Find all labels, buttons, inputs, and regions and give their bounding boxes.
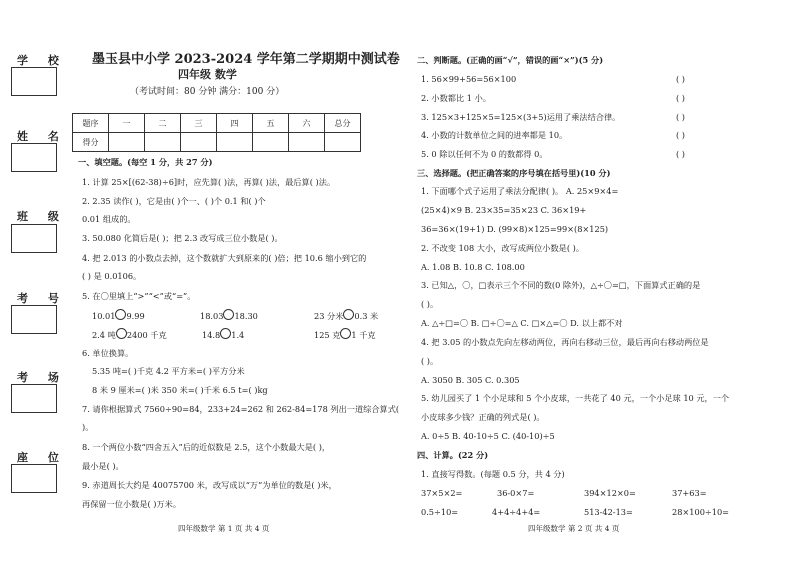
- choice-line: ( )。: [421, 356, 439, 366]
- calc-item: 36-0×7=: [497, 488, 535, 498]
- calc-item: 37+63=: [672, 488, 707, 498]
- sidebar-label-room: 考 场: [17, 371, 67, 384]
- score-header: 一: [109, 114, 145, 133]
- compare-row: [314, 328, 376, 341]
- judge-item: 4. 小数的计数单位之间的进率都是 10。: [421, 130, 568, 140]
- choice-line: 小皮球多少钱？正确的列式是( )。: [421, 412, 545, 422]
- calc-item: 28×100÷10=: [672, 507, 730, 517]
- question-line: 3. 50.080 化简后是( )；把 2.3 改写成三位小数是( )。: [82, 233, 283, 243]
- circle-blank[interactable]: [223, 309, 234, 320]
- choice-line: 36=36×(19+1) D. (99×8)×125=99×(8×125): [421, 224, 609, 234]
- exam-no-field[interactable]: [11, 305, 57, 334]
- score-header: 二: [145, 114, 181, 133]
- score-cell[interactable]: [217, 133, 253, 152]
- unit-row: 5.35 吨=( )千克 4.2 平方米=( )平方分米: [92, 366, 245, 376]
- question-line: 再保留一位小数是( )万米。: [82, 499, 182, 509]
- section-heading: 一、填空题。(每空 1 分，共 27 分): [78, 157, 213, 167]
- calc-item: 513-42-13=: [584, 507, 633, 517]
- compare-value: 10.01: [92, 311, 116, 321]
- choice-line: A. 3050 B. 305 C. 0.305: [421, 375, 520, 385]
- answer-bracket[interactable]: ( ): [676, 74, 685, 84]
- calc-item: 4+4÷4+4=: [492, 507, 541, 517]
- choice-line: ( )。: [421, 299, 439, 309]
- question-line: 4. 把 2.013 的小数点去掉，这个数就扩大到原来的( )倍；把 10.6 缩小到它的: [82, 253, 367, 263]
- question-line: 9. 赤道周长大约是 40075700 米，改写成以“万”为单位的数是( )米，: [82, 480, 337, 490]
- judge-item: 3. 125×3+125×5=125×(3+5)运用了乘法结合律。: [421, 112, 621, 122]
- compare-row: [92, 309, 145, 322]
- compare-row: [202, 328, 244, 341]
- score-cell[interactable]: [145, 133, 181, 152]
- answer-bracket[interactable]: ( ): [676, 130, 685, 140]
- question-line: 5. 在〇里填上“>”“<”或“=”。: [82, 291, 196, 301]
- compare-value: 1 千克: [351, 330, 376, 340]
- calc-item: 37×5×2=: [421, 488, 463, 498]
- score-header: 四: [217, 114, 253, 133]
- page-title: 墨玉县中小学 2023-2024 学年第二学期期中测试卷: [92, 52, 400, 67]
- circle-blank[interactable]: [340, 328, 351, 339]
- score-table: [72, 113, 361, 152]
- page-footer: 四年级数学 第 1 页 共 4 页: [178, 524, 270, 533]
- judge-item: 1. 56×99+56=56×100: [421, 74, 517, 84]
- judge-item: 2. 小数都比 1 小。: [421, 93, 491, 103]
- score-cell[interactable]: [109, 133, 145, 152]
- choice-line: 5. 幼儿园买了 1 个小足球和 5 个小皮球，一共花了 40 元，一个小足球 10 元，一个: [421, 393, 730, 403]
- page-subtitle: 四年级 数学: [178, 68, 237, 81]
- question-line: 7. 请你根据算式 7560÷90=84，233+24=262 和 262-84=178 列出一道综合算式(: [82, 404, 400, 414]
- class-field[interactable]: [11, 224, 57, 253]
- choice-line: 2. 不改变 108 大小，改写成两位小数是( )。: [421, 243, 585, 253]
- compare-row: [314, 309, 378, 322]
- choice-line: A. △÷□=〇 B. □÷〇=△ C. □×△=〇 D. 以上都不对: [421, 318, 623, 328]
- question-line: ( ) 是 0.0106。: [82, 271, 142, 281]
- compare-value: 18.03: [200, 311, 224, 321]
- compare-value: 1.4: [231, 330, 245, 340]
- circle-blank[interactable]: [115, 309, 126, 320]
- compare-value: 18.30: [234, 311, 258, 321]
- score-row-label: 得分: [73, 133, 109, 152]
- score-header: 三: [181, 114, 217, 133]
- school-field[interactable]: [11, 67, 57, 96]
- sidebar-label-school: 学 校: [17, 54, 67, 67]
- question-line: 2. 2.35 读作( )，它是由( )个一、( )个 0.1 和( )个: [82, 196, 266, 206]
- calc-item: 394×12×0=: [584, 488, 636, 498]
- sidebar-label-name: 姓 名: [17, 130, 67, 143]
- compare-row: [200, 309, 258, 322]
- choice-line: (25×4)×9 B. 23×35=35×23 C. 36×19+: [421, 205, 587, 215]
- choice-line: 3. 已知△，〇，□表示三个不同的数(0 除外)，△÷〇=□，下面算式正确的是: [421, 280, 701, 290]
- compare-value: 23 分米: [314, 311, 344, 321]
- page-footer: 四年级数学 第 2 页 共 4 页: [528, 524, 620, 533]
- question-line: 最小是( )。: [82, 461, 124, 471]
- seat-field[interactable]: [11, 464, 57, 493]
- choice-line: 1. 下面哪个式子运用了乘法分配律( )。 A. 25×9×4=: [421, 186, 619, 196]
- score-header: 六: [289, 114, 325, 133]
- sub-heading: 1. 直接写得数。(每题 0.5 分，共 4 分): [421, 469, 565, 479]
- answer-bracket[interactable]: ( ): [676, 112, 685, 122]
- question-line: 0.01 组成的。: [82, 214, 136, 224]
- answer-bracket[interactable]: ( ): [676, 149, 685, 159]
- compare-row: [92, 328, 167, 341]
- score-cell[interactable]: [325, 133, 361, 152]
- sidebar-label-class: 班 级: [17, 210, 67, 223]
- circle-blank[interactable]: [343, 309, 354, 320]
- score-cell[interactable]: [289, 133, 325, 152]
- question-line: )。: [82, 422, 94, 432]
- score-cell[interactable]: [253, 133, 289, 152]
- choice-line: A. 1.08 B. 10.8 C. 108.00: [421, 262, 525, 272]
- choice-line: A. 0÷5 B. 40-10÷5 C. (40-10)÷5: [421, 431, 555, 441]
- choice-line: 4. 把 3.05 的小数点先向左移动两位，再向右移动三位，最后再向右移动两位是: [421, 337, 709, 347]
- circle-blank[interactable]: [116, 328, 127, 339]
- score-cell[interactable]: [181, 133, 217, 152]
- sidebar-label-seat: 座 位: [17, 451, 67, 464]
- circle-blank[interactable]: [220, 328, 231, 339]
- section-heading: 四、计算。(22 分): [417, 450, 489, 460]
- answer-bracket[interactable]: ( ): [676, 93, 685, 103]
- section-heading: 三、选择题。(把正确答案的序号填在括号里)(10 分): [417, 168, 611, 178]
- unit-row: 8 米 9 厘米=( )米 350 米=( )千米 6.5 t=( )kg: [92, 385, 268, 395]
- compare-value: 9.99: [126, 311, 145, 321]
- compare-value: 2.4 吨: [92, 330, 116, 340]
- compare-value: 0.3 米: [354, 311, 379, 321]
- exam-info: （考试时间：80 分钟 满分：100 分）: [130, 87, 285, 97]
- judge-item: 5. 0 除以任何不为 0 的数都得 0。: [421, 149, 548, 159]
- question-line: 8. 一个两位小数“四舍五入”后的近似数是 2.5，这个小数最大是( )，: [82, 442, 331, 452]
- question-line: 1. 计算 25×[(62-38)÷6]时，应先算( )法，再算( )法，最后算( )法。: [82, 177, 336, 187]
- section-heading: 二、判断题。(正确的画“√”，错误的画“×”)(5 分): [417, 55, 604, 65]
- sidebar-label-exam-no: 考 号: [17, 292, 67, 305]
- name-field[interactable]: [11, 143, 57, 172]
- compare-value: 125 克: [314, 330, 341, 340]
- score-header: 总分: [325, 114, 361, 133]
- score-header: 题序: [73, 114, 109, 133]
- room-field[interactable]: [11, 384, 57, 413]
- question-line: 6. 单位换算。: [82, 348, 134, 358]
- compare-value: 2400 千克: [126, 330, 167, 340]
- calc-item: 0.5÷10=: [421, 507, 459, 517]
- compare-value: 14.8: [202, 330, 221, 340]
- score-header: 五: [253, 114, 289, 133]
